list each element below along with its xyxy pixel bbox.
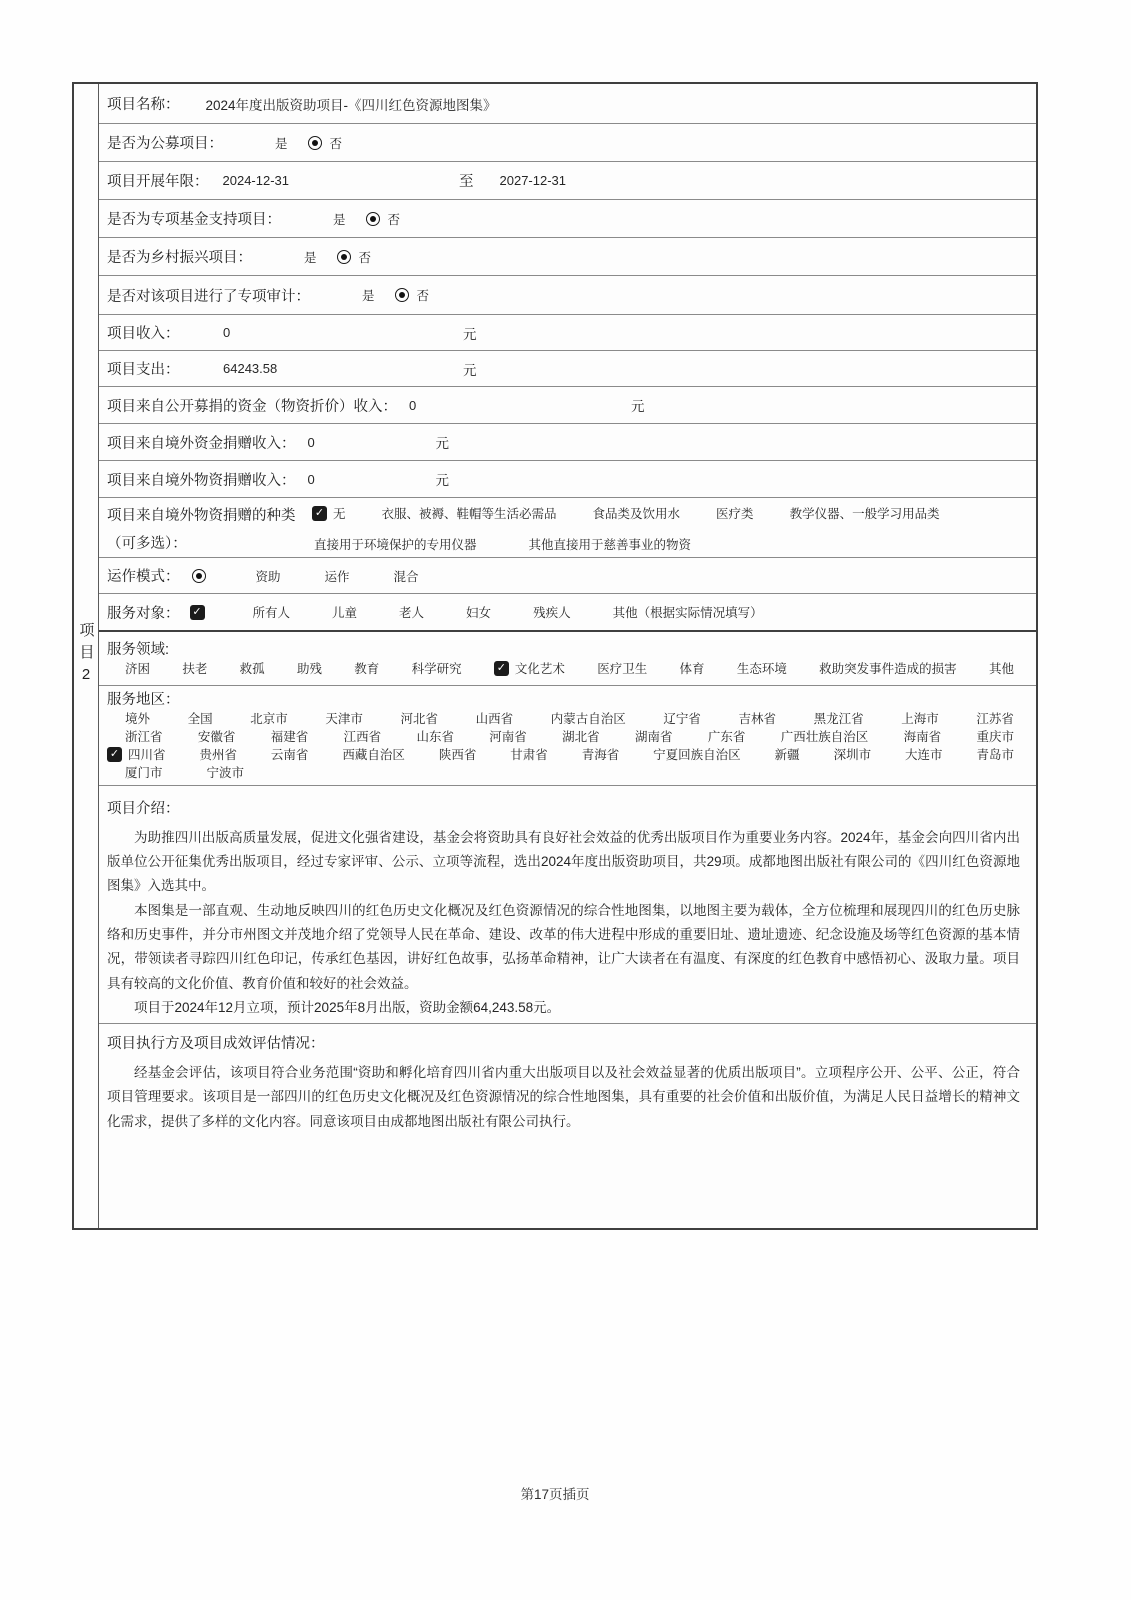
domain-option: 医疗卫生: [597, 662, 648, 676]
region-option: 安徽省: [197, 730, 236, 744]
row-is-public-fundraising: [99, 124, 1036, 162]
goods-type-option: 直接用于环境保护的专用仪器: [314, 538, 477, 552]
mode-selected: [192, 567, 281, 585]
duration-to-label: 至: [459, 174, 474, 190]
region-option: 河南省: [489, 730, 527, 744]
radio-selected-icon[interactable]: [366, 212, 380, 226]
goods-types-options-line1: [312, 504, 1036, 522]
domain-option: 救孤: [239, 662, 265, 676]
checkbox-checked-icon[interactable]: [312, 506, 327, 521]
region-option: 北京市: [250, 712, 288, 726]
evaluation-paragraph: 经基金会评估，该项目符合业务范围“资助和孵化培育四川省内重大出版项目以及社会效益显著的优质出版项目”。立项程序公开、公平、公正，符合项目管理要求。该项目是一部四川的红色历史文化概况及红色资源情况的综合性地图集，具有重要的社会价值和出版价值，为满足人民日益增长的精神文化需求，提供了多样的文化内容。同意该项目由成都地图出版社有限公司执行。: [107, 1065, 1020, 1129]
region-option: 宁夏回族自治区: [653, 748, 741, 762]
region-option: 福建省: [270, 730, 309, 744]
region-option: 全国: [187, 712, 213, 726]
audience-option: 老人: [399, 606, 425, 620]
region-option: 宁波市: [206, 766, 245, 780]
goods-types-label: [107, 504, 312, 553]
overseas-fund-value: 0: [307, 434, 315, 450]
audit-yes: 是: [362, 289, 375, 303]
checkbox-checked-icon[interactable]: [494, 661, 509, 676]
radio-selected-icon[interactable]: [337, 250, 351, 264]
audience-selected: [190, 603, 291, 621]
audience-label: 服务对象：: [107, 605, 180, 622]
region-selected: [107, 745, 166, 763]
is-public-no: 否: [329, 136, 343, 151]
region-option: 湖南省: [635, 730, 673, 744]
audience-option: 其他（根据实际情况填写）: [612, 606, 763, 620]
region-option: 河北省: [400, 712, 439, 726]
project-name-value: 2024年度出版资助项目-《四川红色资源地图集》: [205, 97, 497, 113]
region-option-lines: [107, 709, 1036, 781]
public-donation-value: 0: [409, 397, 417, 413]
income-unit: 元: [463, 326, 477, 342]
region-option: 黑龙江省: [813, 712, 864, 726]
intro-paragraph-2: 本图集是一部直观、生动地反映四川的红色历史文化概况及红色资源情况的综合性地图集，以地图主要为载体，全方位梳理和展现四川的红色历史脉络和历史事件，并分市州图文并茂地介绍了党领导人民在革命、建设、改革的伟大进程中形成的重要旧址、遗址遗迹、纪念设施及场等红色资源的基本情况，带领读者寻踪四川红色印记，传承红色基因，讲好红色故事，弘扬革命精神，让广大读者在有温度、有深度的红色教育中感悟初心、汲取力量。项目具有较高的文化价值、教育价值和较好的社会效益。: [107, 902, 1020, 991]
overseas-fund-unit: 元: [435, 436, 449, 451]
goods-type-option: 食品类及饮用水: [592, 507, 681, 521]
region-option: 重庆市: [976, 730, 1014, 744]
expense-value: 64243.58: [223, 361, 278, 376]
income-value: 0: [223, 325, 231, 340]
region-line-4: [107, 763, 1036, 781]
page-number-footer: 第17页插页: [520, 1487, 590, 1502]
is-public-yes: 是: [275, 136, 288, 151]
region-option: 新疆: [774, 748, 800, 762]
project-info-table: [72, 82, 1038, 1230]
domain-option: 科学研究: [411, 662, 462, 676]
goods-type-option: 其他直接用于慈善事业的物资: [528, 538, 692, 552]
domain-options-line: [107, 659, 1036, 677]
region-label: 服务地区：: [107, 692, 180, 708]
special-fund-no: 否: [387, 212, 401, 227]
row-overseas-fund-income: [99, 424, 1036, 461]
row-project-name: [99, 84, 1036, 124]
expense-label: 项目支出：: [107, 362, 180, 378]
domain-option: 体育: [679, 662, 705, 676]
row-is-special-fund: [99, 200, 1036, 238]
region-option: 大连市: [905, 748, 943, 762]
row-operation-mode: [99, 558, 1036, 594]
audience-option: 儿童: [332, 606, 358, 620]
goods-type-option: 教学仪器、一般学习用品类: [789, 507, 940, 521]
goods-types-options: [312, 504, 1036, 553]
region-option: 深圳市: [833, 748, 872, 762]
region-option: 甘肃省: [510, 748, 548, 762]
region-option: 青岛市: [976, 748, 1014, 762]
region-option: 浙江省: [125, 730, 163, 744]
goods-types-options-line2: [312, 535, 1036, 553]
domain-option: 教育: [354, 662, 380, 676]
region-option: 吉林省: [738, 712, 777, 726]
audience-option: 残疾人: [533, 606, 571, 620]
overseas-goods-label: 项目来自境外物资捐赠收入：: [107, 472, 296, 489]
region-option: 境外: [125, 712, 151, 726]
region-option: 天津市: [325, 712, 363, 726]
mode-label: 运作模式：: [107, 569, 180, 585]
audit-label: 是否对该项目进行了专项审计：: [107, 288, 310, 305]
radio-selected-icon[interactable]: [308, 136, 322, 150]
intro-paragraph-1: 为助推四川出版高质量发展，促进文化强省建设，基金会将资助具有良好社会效益的优秀出版项目作为重要业务内容。2024年，基金会向四川省内出版单位公开征集优秀出版项目，经过专家评审、公示、立项等流程，选出2024年度出版资助项目，共29项。成都地图出版社有限公司的《四川红色资源地图集》入选其中。: [107, 829, 1020, 894]
rural-label: 是否为乡村振兴项目：: [107, 250, 252, 266]
overseas-goods-value: 0: [307, 471, 315, 487]
special-fund-label: 是否为专项基金支持项目：: [107, 212, 281, 228]
domain-option: 救助突发事件造成的损害: [819, 662, 957, 676]
region-option: 海南省: [903, 730, 942, 744]
project-index-label: 项目2: [77, 622, 95, 690]
audit-no: 否: [416, 289, 430, 303]
duration-start-date: 2024-12-31: [222, 173, 289, 188]
goods-type-option: 医疗类: [716, 507, 754, 521]
domain-option: 济困: [125, 662, 151, 676]
rural-no: 否: [358, 250, 372, 265]
row-is-rural-revitalization: [99, 238, 1036, 276]
row-project-expense: [99, 351, 1036, 387]
region-option: 西藏自治区: [342, 748, 405, 762]
overseas-fund-label: 项目来自境外资金捐赠收入：: [107, 435, 296, 452]
region-option: 湖北省: [562, 730, 600, 744]
row-overseas-goods-types: [99, 498, 1036, 558]
region-option: 山东省: [416, 730, 454, 744]
radio-selected-icon[interactable]: [395, 288, 409, 302]
checkbox-checked-icon[interactable]: [107, 747, 122, 762]
overseas-goods-unit: 元: [435, 473, 449, 488]
domain-option: 生态环境: [736, 662, 787, 676]
region-option: 江西省: [343, 730, 382, 744]
radio-selected-icon[interactable]: [192, 569, 206, 583]
audience-option: 妇女: [466, 606, 492, 620]
row-overseas-goods-income: [99, 461, 1036, 498]
goods-type-option: 衣服、被褥、鞋帽等生活必需品: [381, 507, 557, 521]
row-service-audience: [99, 594, 1036, 631]
goods-types-label-line1: 项目来自境外物资捐赠的种类: [107, 508, 296, 524]
region-option: 山西省: [475, 712, 514, 726]
is-public-label: 是否为公募项目：: [107, 136, 223, 152]
row-project-income: [99, 315, 1036, 351]
intro-label: 项目介绍：: [107, 800, 180, 817]
region-line-1: [107, 709, 1036, 727]
region-option: 厦门市: [125, 766, 163, 780]
duration-end-date: 2027-12-31: [499, 173, 566, 188]
region-line-3: [107, 745, 1036, 763]
region-option: 广东省: [707, 730, 746, 744]
goods-types-label-line2: （可多选）：: [107, 536, 187, 552]
mode-selected-label: 资助: [255, 569, 281, 584]
project-name-label: 项目名称：: [107, 97, 180, 113]
row-project-introduction: [99, 786, 1036, 1024]
row-public-donation-income: [99, 387, 1036, 424]
region-option: 贵州省: [199, 748, 237, 762]
region-option: 陕西省: [438, 748, 477, 762]
intro-paragraph-3: 项目于2024年12月立项，预计2025年8月出版，资助金额64,243.58元。: [134, 999, 561, 1015]
row-evaluation: [99, 1024, 1036, 1228]
mode-option: 运作: [324, 569, 350, 584]
domain-label: 服务领域:: [107, 642, 170, 658]
audience-selected-label: 所有人: [252, 606, 291, 620]
evaluation-label: 项目执行方及项目成效评估情况：: [107, 1036, 325, 1052]
domain-option: 助残: [296, 662, 322, 676]
domain-selected: [494, 659, 565, 677]
mode-option: 混合: [393, 569, 419, 584]
income-label: 项目收入：: [107, 326, 180, 342]
expense-unit: 元: [463, 362, 477, 378]
domain-option: 其他: [988, 662, 1014, 676]
region-option: 上海市: [901, 712, 939, 726]
region-option: 辽宁省: [663, 712, 701, 726]
domain-option: 扶老: [182, 662, 208, 676]
domain-selected-label: 文化艺术: [514, 662, 565, 676]
row-service-region: [99, 686, 1036, 786]
side-strip: [74, 84, 99, 1228]
public-donation-label: 项目来自公开募捐的资金（物资折价）收入：: [107, 398, 397, 415]
duration-label: 项目开展年限：: [107, 174, 209, 190]
region-option: 江苏省: [976, 712, 1014, 726]
region-option: 云南省: [270, 748, 309, 762]
table-content: [99, 84, 1036, 1228]
region-line-2: [107, 727, 1036, 745]
public-donation-unit: 元: [631, 399, 645, 414]
row-special-audit: [99, 276, 1036, 315]
region-option: 内蒙古自治区: [550, 712, 626, 726]
row-project-duration: [99, 162, 1036, 200]
goods-type-none-label: 无: [333, 507, 346, 521]
region-selected-label: 四川省: [128, 748, 166, 762]
checkbox-checked-icon[interactable]: [190, 605, 205, 620]
region-option: 广西壮族自治区: [780, 730, 869, 744]
row-service-domain: [99, 630, 1036, 686]
rural-yes: 是: [304, 250, 317, 265]
special-fund-yes: 是: [333, 212, 346, 227]
region-option: 青海省: [581, 748, 620, 762]
goods-type-selected: [312, 504, 346, 522]
